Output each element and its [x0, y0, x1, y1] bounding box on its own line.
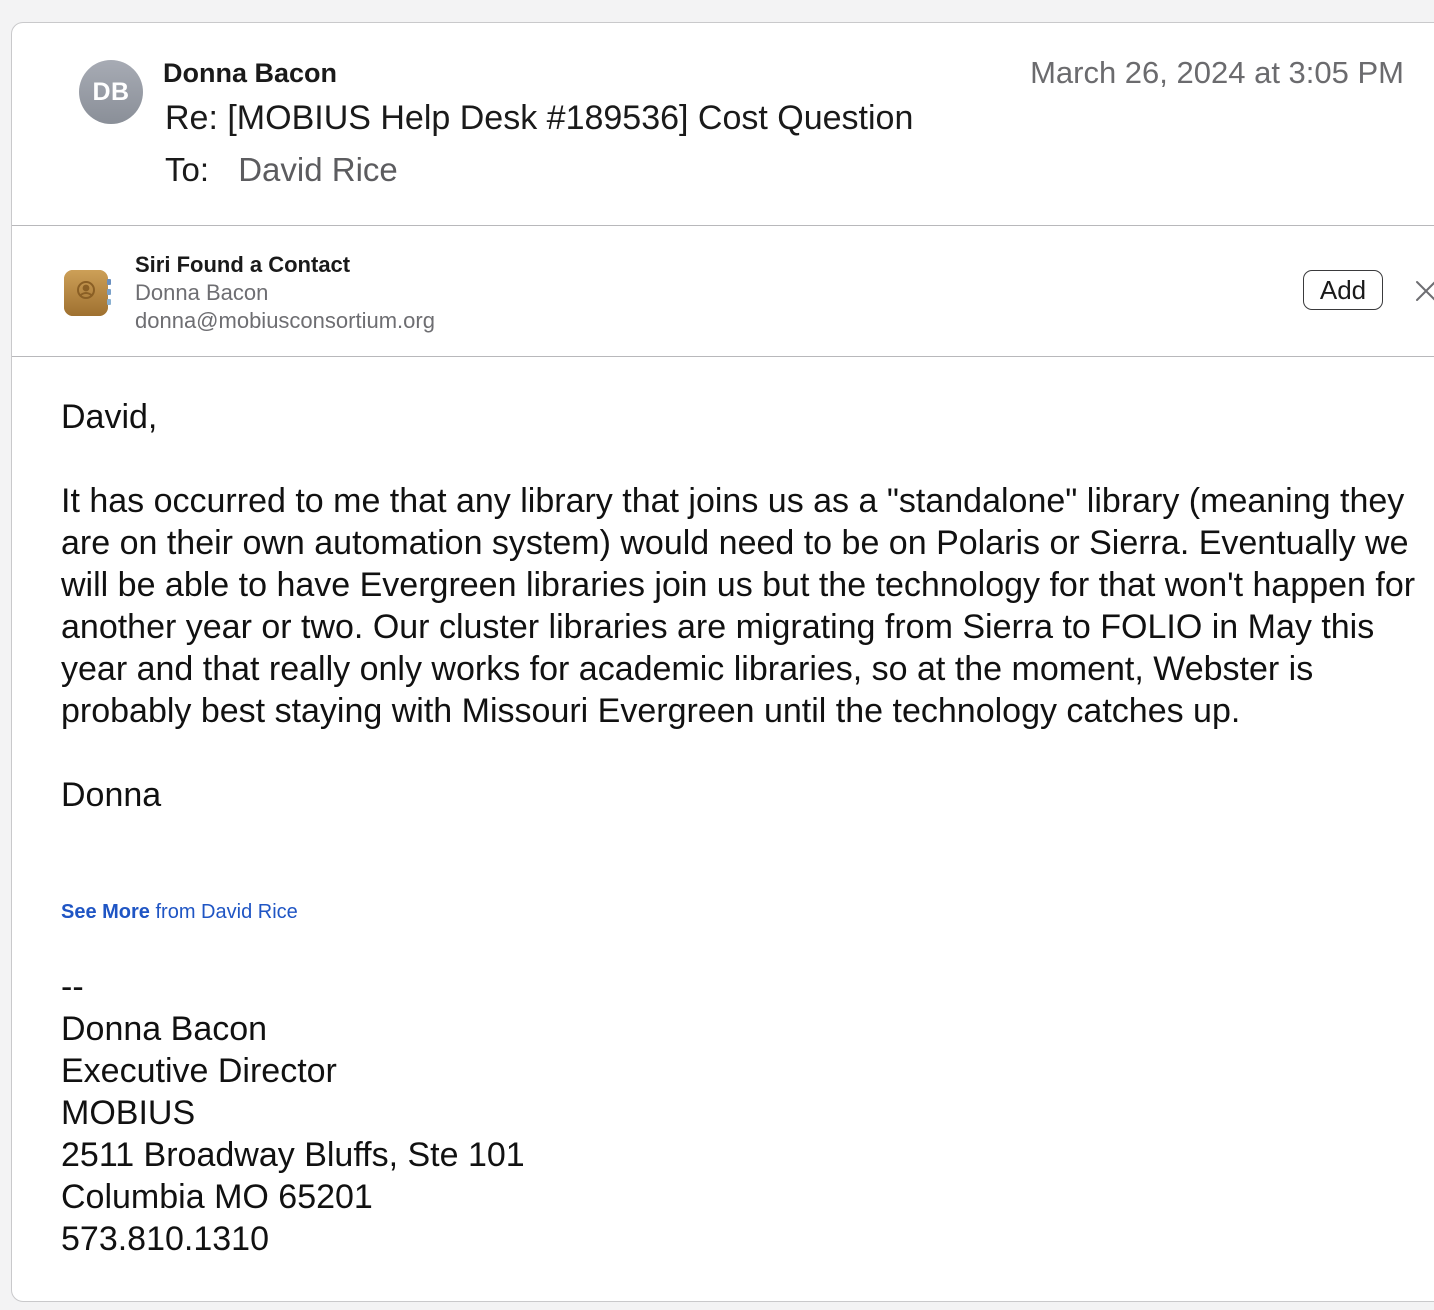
close-icon[interactable]: [1414, 279, 1434, 303]
see-more-link[interactable]: [61, 901, 298, 924]
signature-separator: --: [61, 968, 84, 1006]
siri-contact-email: donna@mobiusconsortium.org: [135, 308, 435, 333]
sender-avatar[interactable]: [79, 60, 143, 124]
recipient-line: [165, 151, 398, 189]
message-subject: Re: [MOBIUS Help Desk #189536] Cost Question: [165, 99, 914, 137]
signature-name: Donna Bacon: [61, 1010, 268, 1048]
contacts-app-icon: [63, 269, 111, 317]
greeting: David,: [61, 398, 158, 436]
signature-address-line1: 2511 Broadway Bluffs, Ste 101: [61, 1136, 525, 1174]
signature-address-line2: Columbia MO 65201: [61, 1178, 373, 1216]
message-body: [61, 396, 1421, 816]
signoff: Donna: [61, 776, 162, 814]
signature-org: MOBIUS: [61, 1094, 196, 1132]
banner-divider: [12, 356, 1434, 357]
header-divider: [12, 225, 1434, 226]
see-more-label[interactable]: See More: [61, 901, 150, 923]
mail-message-window: [11, 22, 1434, 1302]
avatar-initials: DB: [92, 77, 130, 106]
recipient-name[interactable]: David Rice: [238, 151, 398, 188]
siri-banner-title: Siri Found a Contact: [135, 252, 351, 277]
signature-phone[interactable]: 573.810.1310: [61, 1220, 269, 1258]
signature-title: Executive Director: [61, 1052, 337, 1090]
message-date: March 26, 2024 at 3:05 PM: [1030, 55, 1404, 90]
siri-contact-name: Donna Bacon: [135, 280, 269, 305]
body-paragraph: It has occurred to me that any library that joins us as a "standalone" library (meaning they are on their own automation system) would need to be on Polaris or Sierra. Eventually we will be able to have Evergreen libraries join us but the technology for that won't happen for another year or two. Our cluster libraries are migrating from Sierra to FOLIO in May this year and that really only works for academic libraries, so at the moment, Webster is probably best staying with Missouri Evergreen until the technology catches up.: [61, 482, 1416, 730]
sender-name[interactable]: Donna Bacon: [163, 58, 338, 88]
add-contact-button[interactable]: Add: [1303, 270, 1383, 310]
to-label: To:: [165, 151, 210, 188]
see-more-suffix: from David Rice: [155, 901, 298, 923]
email-signature: [61, 966, 525, 1260]
